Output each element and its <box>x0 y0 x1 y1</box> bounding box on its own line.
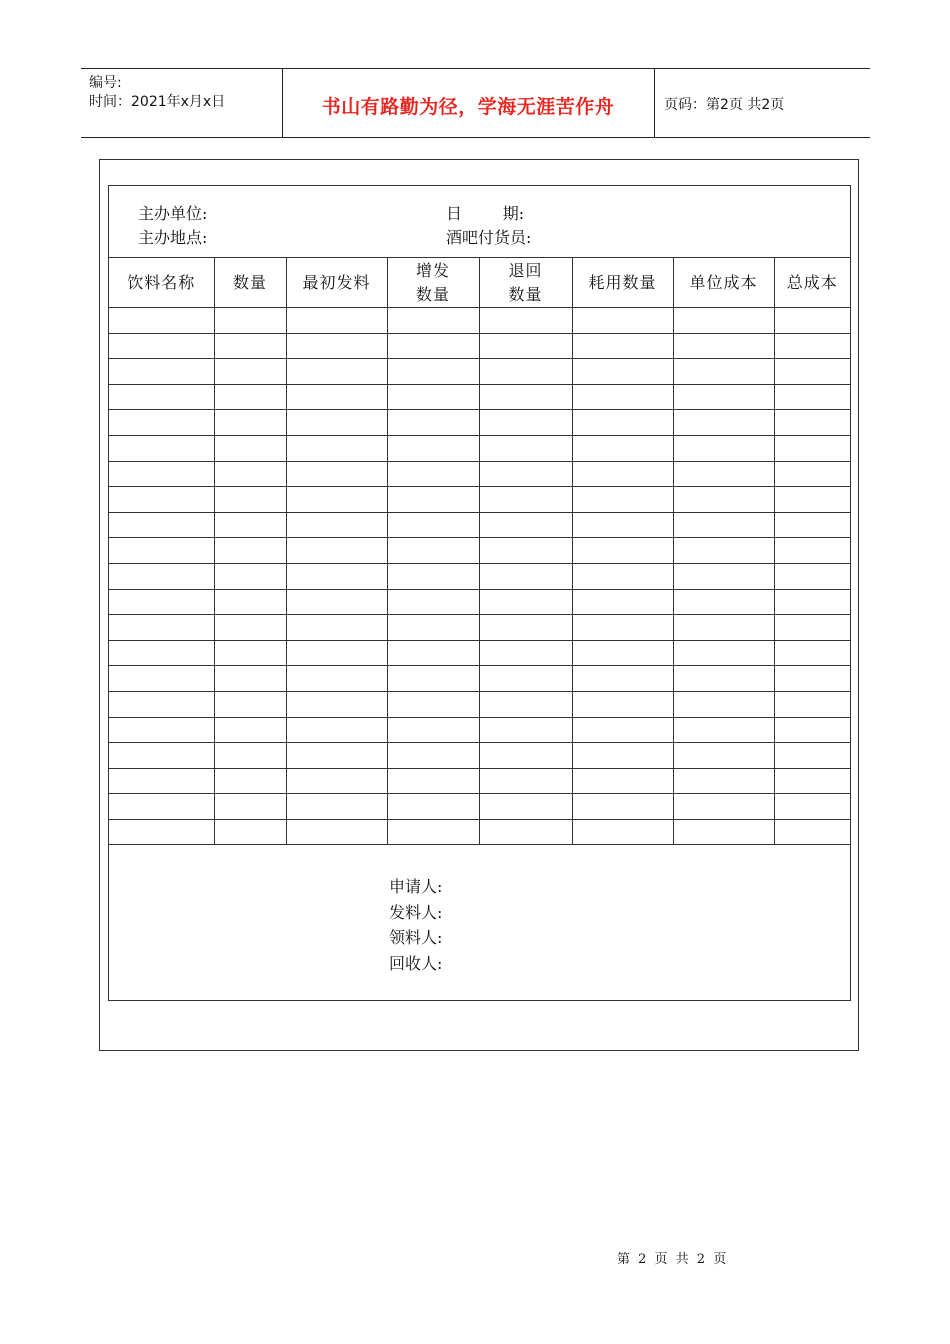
col-header: 总成本 <box>774 258 850 308</box>
table-cell[interactable] <box>479 640 572 666</box>
header-right-cell <box>655 69 870 137</box>
table-cell[interactable] <box>479 819 572 845</box>
table-cell[interactable] <box>572 615 673 641</box>
table-cell[interactable] <box>286 384 387 410</box>
table-cell[interactable] <box>673 666 774 692</box>
col-header: 增发 数量 <box>387 258 479 308</box>
venue-label: 主办地点: <box>138 228 208 247</box>
table-cell[interactable] <box>286 333 387 359</box>
table-cell[interactable] <box>673 717 774 743</box>
table-cell[interactable] <box>286 615 387 641</box>
table-cell[interactable] <box>387 768 479 794</box>
table-cell[interactable] <box>214 717 286 743</box>
table-cell[interactable] <box>673 410 774 436</box>
table-cell[interactable] <box>673 538 774 564</box>
table-cell[interactable] <box>479 691 572 717</box>
table-cell[interactable] <box>387 333 479 359</box>
table-header-row <box>109 258 850 308</box>
table-cell[interactable] <box>387 615 479 641</box>
table-cell[interactable] <box>673 308 774 334</box>
page-footer: 第 2 页 共 2 页 <box>617 1252 727 1267</box>
table-cell[interactable] <box>214 512 286 538</box>
table-cell[interactable] <box>286 308 387 334</box>
table-cell[interactable] <box>774 794 850 820</box>
table-cell[interactable] <box>673 435 774 461</box>
table-cell[interactable] <box>774 384 850 410</box>
table-cell[interactable] <box>109 359 214 385</box>
table-cell[interactable] <box>479 512 572 538</box>
beverage-requisition-form <box>108 185 851 1001</box>
table-row <box>109 359 850 385</box>
table-row <box>109 308 850 334</box>
issuer-label: 发料人: <box>389 902 443 922</box>
table-row <box>109 691 850 717</box>
table-cell[interactable] <box>387 743 479 769</box>
table-cell[interactable] <box>572 717 673 743</box>
table-cell[interactable] <box>572 640 673 666</box>
applicant-label: 申请人: <box>389 877 443 896</box>
table-cell[interactable] <box>572 666 673 692</box>
table-cell[interactable] <box>572 768 673 794</box>
table-cell[interactable] <box>286 768 387 794</box>
table-cell[interactable] <box>286 794 387 820</box>
table-cell[interactable] <box>387 410 479 436</box>
table-cell[interactable] <box>673 768 774 794</box>
table-cell[interactable] <box>572 512 673 538</box>
table-cell[interactable] <box>774 717 850 743</box>
table-row <box>109 615 850 641</box>
table-cell[interactable] <box>214 691 286 717</box>
table-cell[interactable] <box>214 538 286 564</box>
table-cell[interactable] <box>673 333 774 359</box>
table-cell[interactable] <box>387 461 479 487</box>
table-cell[interactable] <box>214 359 286 385</box>
header-page-number: 页码：第2页 共2页 <box>664 97 785 113</box>
table-cell[interactable] <box>109 666 214 692</box>
table-cell[interactable] <box>387 819 479 845</box>
table-cell[interactable] <box>109 743 214 769</box>
table-cell[interactable] <box>673 512 774 538</box>
table-cell[interactable] <box>286 666 387 692</box>
table-cell[interactable] <box>286 563 387 589</box>
table-row <box>109 333 850 359</box>
table-cell[interactable] <box>572 410 673 436</box>
table-cell[interactable] <box>387 487 479 513</box>
table-cell[interactable] <box>109 768 214 794</box>
table-cell[interactable] <box>673 589 774 615</box>
table-cell[interactable] <box>572 538 673 564</box>
table-cell[interactable] <box>214 487 286 513</box>
table-row <box>109 410 850 436</box>
table-cell[interactable] <box>572 384 673 410</box>
table-cell[interactable] <box>479 589 572 615</box>
table-cell[interactable] <box>572 563 673 589</box>
table-cell[interactable] <box>286 743 387 769</box>
table-cell[interactable] <box>774 461 850 487</box>
table-cell[interactable] <box>387 512 479 538</box>
table-cell[interactable] <box>673 640 774 666</box>
table-cell[interactable] <box>479 435 572 461</box>
table-cell[interactable] <box>109 512 214 538</box>
table-cell[interactable] <box>479 487 572 513</box>
table-cell[interactable] <box>572 435 673 461</box>
table-cell[interactable] <box>286 819 387 845</box>
table-cell[interactable] <box>214 640 286 666</box>
table-cell[interactable] <box>774 743 850 769</box>
table-cell[interactable] <box>109 615 214 641</box>
receiver-label: 领料人: <box>389 928 443 947</box>
table-cell[interactable] <box>387 589 479 615</box>
table-cell[interactable] <box>774 666 850 692</box>
table-cell[interactable] <box>109 410 214 436</box>
col-header: 单位成本 <box>673 258 774 308</box>
page-header <box>81 68 870 138</box>
table-cell[interactable] <box>109 308 214 334</box>
document-code-label: 编号: <box>89 75 122 91</box>
table-cell[interactable] <box>572 461 673 487</box>
table-cell[interactable] <box>109 563 214 589</box>
table-cell[interactable] <box>774 538 850 564</box>
table-cell[interactable] <box>774 308 850 334</box>
table-cell[interactable] <box>479 461 572 487</box>
table-cell[interactable] <box>214 308 286 334</box>
table-cell[interactable] <box>214 589 286 615</box>
table-cell[interactable] <box>774 359 850 385</box>
table-cell[interactable] <box>214 410 286 436</box>
table-row <box>109 819 850 845</box>
table-cell[interactable] <box>109 435 214 461</box>
table-row <box>109 461 850 487</box>
table-cell[interactable] <box>109 384 214 410</box>
date-label: 日 期: <box>446 204 525 223</box>
col-header: 最初发料 <box>286 258 387 308</box>
header-middle-cell <box>282 69 655 137</box>
table-cell[interactable] <box>479 333 572 359</box>
table-cell[interactable] <box>774 691 850 717</box>
table-cell[interactable] <box>572 743 673 769</box>
table-row <box>109 768 850 794</box>
organizer-label: 主办单位: <box>138 204 208 223</box>
table-cell[interactable] <box>673 487 774 513</box>
table-cell[interactable] <box>572 794 673 820</box>
table-cell[interactable] <box>109 538 214 564</box>
table-cell[interactable] <box>774 615 850 641</box>
table-cell[interactable] <box>774 819 850 845</box>
table-cell[interactable] <box>286 512 387 538</box>
table-cell[interactable] <box>109 487 214 513</box>
table-cell[interactable] <box>387 666 479 692</box>
table-row <box>109 512 850 538</box>
table-cell[interactable] <box>479 794 572 820</box>
table-cell[interactable] <box>214 794 286 820</box>
table-cell[interactable] <box>774 410 850 436</box>
table-cell[interactable] <box>479 615 572 641</box>
table-cell[interactable] <box>214 435 286 461</box>
table-cell[interactable] <box>572 359 673 385</box>
returner-label: 回收人: <box>389 953 443 973</box>
table-cell[interactable] <box>214 563 286 589</box>
table-cell[interactable] <box>572 308 673 334</box>
table-cell[interactable] <box>109 333 214 359</box>
table-cell[interactable] <box>109 691 214 717</box>
table-cell[interactable] <box>673 461 774 487</box>
col-header: 退回 数量 <box>479 258 572 308</box>
table-cell[interactable] <box>214 819 286 845</box>
table-cell[interactable] <box>673 794 774 820</box>
table-cell[interactable] <box>109 794 214 820</box>
table-cell[interactable] <box>479 308 572 334</box>
table-cell[interactable] <box>286 461 387 487</box>
table-cell[interactable] <box>572 819 673 845</box>
table-cell[interactable] <box>387 359 479 385</box>
table-cell[interactable] <box>286 717 387 743</box>
table-cell[interactable] <box>479 538 572 564</box>
table-cell[interactable] <box>387 538 479 564</box>
bar-clerk-label: 酒吧付货员: <box>446 228 532 247</box>
table-cell[interactable] <box>387 640 479 666</box>
col-header: 饮料名称 <box>109 258 214 308</box>
table-cell[interactable] <box>673 615 774 641</box>
table-cell[interactable] <box>673 563 774 589</box>
col-header: 耗用数量 <box>572 258 673 308</box>
table-row <box>109 538 850 564</box>
table-cell[interactable] <box>774 768 850 794</box>
table-body <box>109 308 850 845</box>
table-cell[interactable] <box>286 589 387 615</box>
table-cell[interactable] <box>572 487 673 513</box>
table-row <box>109 666 850 692</box>
table-cell[interactable] <box>673 819 774 845</box>
table-cell[interactable] <box>286 538 387 564</box>
table-cell[interactable] <box>774 563 850 589</box>
table-cell[interactable] <box>387 384 479 410</box>
table-cell[interactable] <box>774 435 850 461</box>
table-cell[interactable] <box>673 384 774 410</box>
table-cell[interactable] <box>774 487 850 513</box>
beverage-table <box>109 257 850 845</box>
table-cell[interactable] <box>387 794 479 820</box>
table-cell[interactable] <box>214 743 286 769</box>
table-cell[interactable] <box>774 333 850 359</box>
header-motto: 书山有路勤为径，学海无涯苦作舟 <box>321 96 615 118</box>
table-cell[interactable] <box>479 384 572 410</box>
table-cell[interactable] <box>479 410 572 436</box>
table-cell[interactable] <box>572 333 673 359</box>
table-cell[interactable] <box>479 359 572 385</box>
header-left-cell <box>81 69 283 137</box>
table-row <box>109 563 850 589</box>
table-cell[interactable] <box>286 410 387 436</box>
table-cell[interactable] <box>479 666 572 692</box>
table-cell[interactable] <box>774 512 850 538</box>
table-cell[interactable] <box>214 384 286 410</box>
table-cell[interactable] <box>572 691 673 717</box>
table-cell[interactable] <box>286 359 387 385</box>
table-cell[interactable] <box>673 691 774 717</box>
table-cell[interactable] <box>214 666 286 692</box>
table-cell[interactable] <box>479 768 572 794</box>
table-cell[interactable] <box>387 435 479 461</box>
table-cell[interactable] <box>214 615 286 641</box>
table-cell[interactable] <box>673 743 774 769</box>
table-row <box>109 794 850 820</box>
table-cell[interactable] <box>387 563 479 589</box>
table-cell[interactable] <box>214 768 286 794</box>
table-cell[interactable] <box>286 640 387 666</box>
table-row <box>109 589 850 615</box>
table-cell[interactable] <box>109 819 214 845</box>
document-date: 时间：2021年x月x日 <box>89 94 226 110</box>
table-cell[interactable] <box>286 435 387 461</box>
table-cell[interactable] <box>109 589 214 615</box>
table-row <box>109 384 850 410</box>
table-cell[interactable] <box>286 487 387 513</box>
table-row <box>109 640 850 666</box>
table-row <box>109 487 850 513</box>
table-cell[interactable] <box>387 691 479 717</box>
table-cell[interactable] <box>214 461 286 487</box>
table-cell[interactable] <box>286 691 387 717</box>
table-row <box>109 717 850 743</box>
table-cell[interactable] <box>479 743 572 769</box>
table-cell[interactable] <box>109 640 214 666</box>
table-row <box>109 435 850 461</box>
table-cell[interactable] <box>109 717 214 743</box>
table-cell[interactable] <box>387 308 479 334</box>
table-cell[interactable] <box>479 563 572 589</box>
table-cell[interactable] <box>214 333 286 359</box>
table-row <box>109 743 850 769</box>
signature-block <box>389 874 442 976</box>
table-cell[interactable] <box>774 640 850 666</box>
table-cell[interactable] <box>774 589 850 615</box>
table-cell[interactable] <box>387 717 479 743</box>
table-cell[interactable] <box>572 589 673 615</box>
table-cell[interactable] <box>479 717 572 743</box>
table-cell[interactable] <box>109 461 214 487</box>
col-header: 数量 <box>214 258 286 308</box>
table-cell[interactable] <box>673 359 774 385</box>
